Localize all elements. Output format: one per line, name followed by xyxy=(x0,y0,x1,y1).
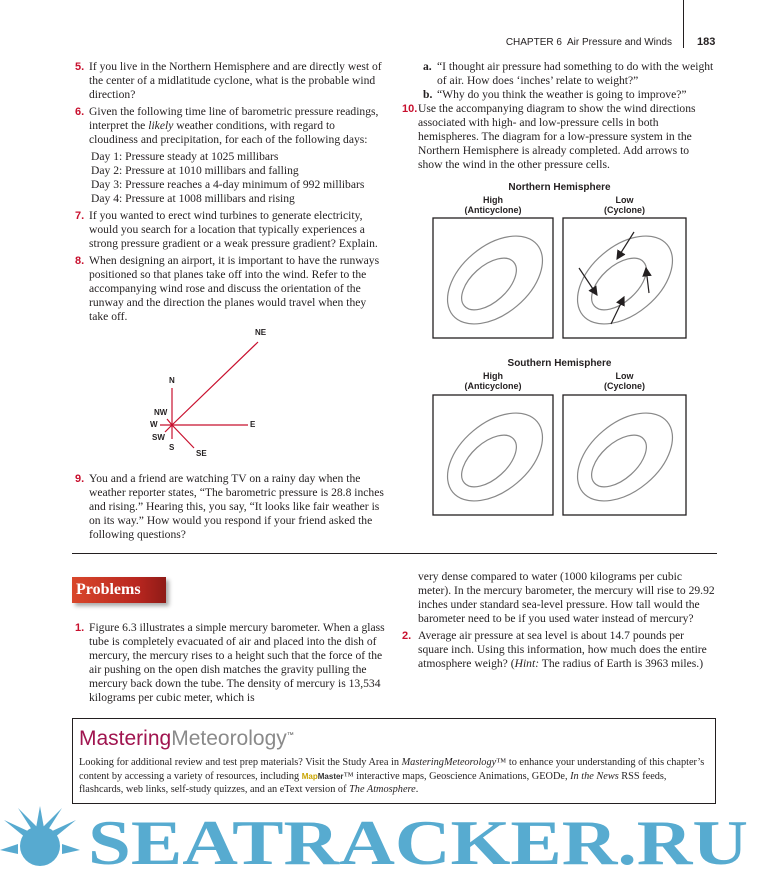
label-line: (Cyclone) xyxy=(603,205,645,215)
label-line: Low xyxy=(615,371,634,381)
chapter-title: Air Pressure and Winds xyxy=(566,37,672,48)
question-emphasis: likely xyxy=(148,119,174,132)
label-line: High xyxy=(483,195,503,205)
problem-number: 1. xyxy=(75,622,85,634)
watermark-text: SEATRACKER.RU xyxy=(88,806,748,868)
mastering-text xyxy=(79,756,709,797)
question-number: 5. xyxy=(75,61,85,73)
question-9 xyxy=(72,472,386,542)
pressure-cell-diagrams xyxy=(402,182,716,522)
rose-label-w: W xyxy=(150,420,158,429)
text: RSS feeds, flashcards, web links, self-study quizzes, and an eText version of xyxy=(79,770,667,795)
day-item: Day 1: Pressure steady at 1025 millibars xyxy=(91,150,279,163)
text: . xyxy=(415,784,419,795)
text: Looking for additional review and test prep materials? Visit the Study Area in xyxy=(79,757,402,768)
problem-number: 2. xyxy=(402,630,412,642)
label-line: (Anticyclone) xyxy=(464,381,522,391)
rose-label-n: N xyxy=(169,376,175,385)
section-divider xyxy=(72,553,717,554)
logo-part: Meteorology xyxy=(171,727,287,750)
northern-hemisphere-title: Northern Hemisphere xyxy=(508,182,611,193)
rose-line-nw xyxy=(167,419,172,425)
question-9b xyxy=(402,88,716,102)
left-column xyxy=(72,60,386,545)
question-9a xyxy=(402,60,716,88)
running-header xyxy=(506,37,672,49)
southern-hemisphere-title: Southern Hemisphere xyxy=(507,358,612,369)
nh-high-isobars xyxy=(431,219,559,342)
rose-line-se xyxy=(172,425,194,448)
problem-text: very dense compared to water (1000 kilograms per cubic meter). In the mercury barometer, the mercury will rise to 29.92 inches under standard sea-level pressure. How tall would the barometer need to be if you used water instead of mercury? xyxy=(418,570,715,625)
rose-label-ne: NE xyxy=(255,328,267,337)
question-text: Given the following time line of barometric pressure readings, interpret the xyxy=(89,105,379,132)
question-text: weather conditions, with regard to cloudiness and precipitation, for each of the following days: xyxy=(89,119,368,146)
question-number: 8. xyxy=(75,255,85,267)
label-line: High xyxy=(483,371,503,381)
text: ™ interactive maps, Geoscience Animations, GEODe, xyxy=(343,770,571,782)
mapmaster-logo: Map xyxy=(301,771,318,781)
watermark xyxy=(0,806,762,868)
question-number: 6. xyxy=(75,106,85,118)
question-text: “I thought air pressure had something to do with the weight of air. How does ‘inches’ relate to weight?” xyxy=(437,60,714,87)
question-5 xyxy=(72,60,386,102)
problems-heading: Problems xyxy=(72,577,166,603)
problem-text: Figure 6.3 illustrates a simple mercury barometer. When a glass tube is completely evacuated of air and placed into the dish of mercury, the mercury rises to a height such that the force of the air pushing on the open dish matches the gravity pulling the mercury back down the tube. The density of mercury is 13,534 kilograms per cubic meter, which is xyxy=(89,621,385,704)
wind-arrow xyxy=(617,232,634,259)
problems-section xyxy=(72,570,716,708)
question-6 xyxy=(72,105,386,206)
pressure-cell-boxes xyxy=(402,182,716,522)
wind-rose xyxy=(72,328,386,464)
problem-text: The radius of Earth is 3963 miles.) xyxy=(539,657,704,670)
problems-right-column xyxy=(402,570,716,674)
watermark-sun-icon xyxy=(0,806,80,866)
label-line: Low xyxy=(615,195,634,205)
sub-label: b. xyxy=(423,88,433,101)
problems-left-column xyxy=(72,570,386,708)
question-text: You and a friend are watching TV on a rainy day when the weather reporter states, “The barometric pressure is 28.8 inches and rising.” Hearing this, you say, “It looks like fair weather is on its way.” How would you respond if your friend asked the following questions? xyxy=(89,472,384,541)
day-item: Day 2: Pressure at 1010 millibars and falling xyxy=(91,164,299,177)
chapter-label: CHAPTER 6 xyxy=(505,37,562,48)
sh-high-isobars xyxy=(431,396,559,519)
day-item: Day 3: Pressure reaches a 4-day minimum of 992 millibars xyxy=(91,178,365,191)
mastering-logo xyxy=(79,723,709,752)
rose-line-ne xyxy=(172,342,258,425)
label-line: (Cyclone) xyxy=(603,381,645,391)
problem-2 xyxy=(402,629,716,671)
question-text: Use the accompanying diagram to show the wind directions associated with high- and low-pressure cells in both hemispheres. The diagram for a low-pressure system in the Northern Hemisphere is already completed. Add arrows to show the wind in the other pressure cells. xyxy=(418,102,696,171)
rose-label-nw: NW xyxy=(154,408,168,417)
problem-1 xyxy=(72,621,386,705)
trademark: ™ xyxy=(286,732,294,739)
hint-label: Hint: xyxy=(514,657,540,670)
day-item: Day 4: Pressure at 1008 millibars and rising xyxy=(91,192,295,205)
question-10 xyxy=(402,102,716,172)
question-text: “Why do you think the weather is going to improve?” xyxy=(437,88,687,101)
right-column xyxy=(402,60,716,522)
text: In the News xyxy=(570,770,619,782)
sub-label: a. xyxy=(423,60,432,73)
wind-arrow xyxy=(646,268,649,293)
question-number: 9. xyxy=(75,473,85,485)
question-text: When designing an airport, it is important to have the runways positioned so that planes take off into the wind. Refer to the accompanying wind rose and discuss the orientation of the runway and the direction the planes would travel when they take off. xyxy=(89,254,380,323)
rose-label-se: SE xyxy=(196,449,207,458)
problem-text: Average air pressure at sea level is about 14.7 pounds per square inch. Using this information, how much does the entire atmosphere weigh? ( xyxy=(418,629,707,670)
text: MasteringMeteorology xyxy=(401,757,497,768)
question-number: 7. xyxy=(75,210,85,222)
mastering-meteorology-box xyxy=(72,718,716,804)
text: The Atmosphere xyxy=(349,784,416,795)
questions-section xyxy=(72,60,716,545)
question-text: If you wanted to erect wind turbines to generate electricity, would you search for a location that typically experiences a strong pressure gradient or a weak pressure gradient? Explain. xyxy=(89,209,378,250)
question-7 xyxy=(72,209,386,251)
sh-low-isobars xyxy=(561,396,689,519)
rose-line-sw xyxy=(165,425,172,432)
problem-1-continued xyxy=(402,570,716,626)
rose-label-sw: SW xyxy=(152,433,165,442)
text: ™ to enhance your understanding of this chapter’s content by accessing a variety of resources, including xyxy=(79,757,705,782)
question-text: If you live in the Northern Hemisphere and are directly west of the center of a midlatitude cyclone, what is the probable wind direction? xyxy=(89,60,382,101)
header-divider xyxy=(683,0,684,48)
logo-part: Mastering xyxy=(79,727,172,750)
label-line: (Anticyclone) xyxy=(464,205,522,215)
page-number: 183 xyxy=(697,36,716,48)
question-8 xyxy=(72,254,386,324)
rose-label-s: S xyxy=(169,443,175,452)
mapmaster-logo: Master xyxy=(317,771,344,781)
rose-label-e: E xyxy=(250,420,256,429)
wind-arrow xyxy=(611,297,624,324)
wind-rose-lines xyxy=(72,328,386,464)
nh-low-isobars xyxy=(561,219,689,342)
question-number: 10. xyxy=(402,103,418,115)
